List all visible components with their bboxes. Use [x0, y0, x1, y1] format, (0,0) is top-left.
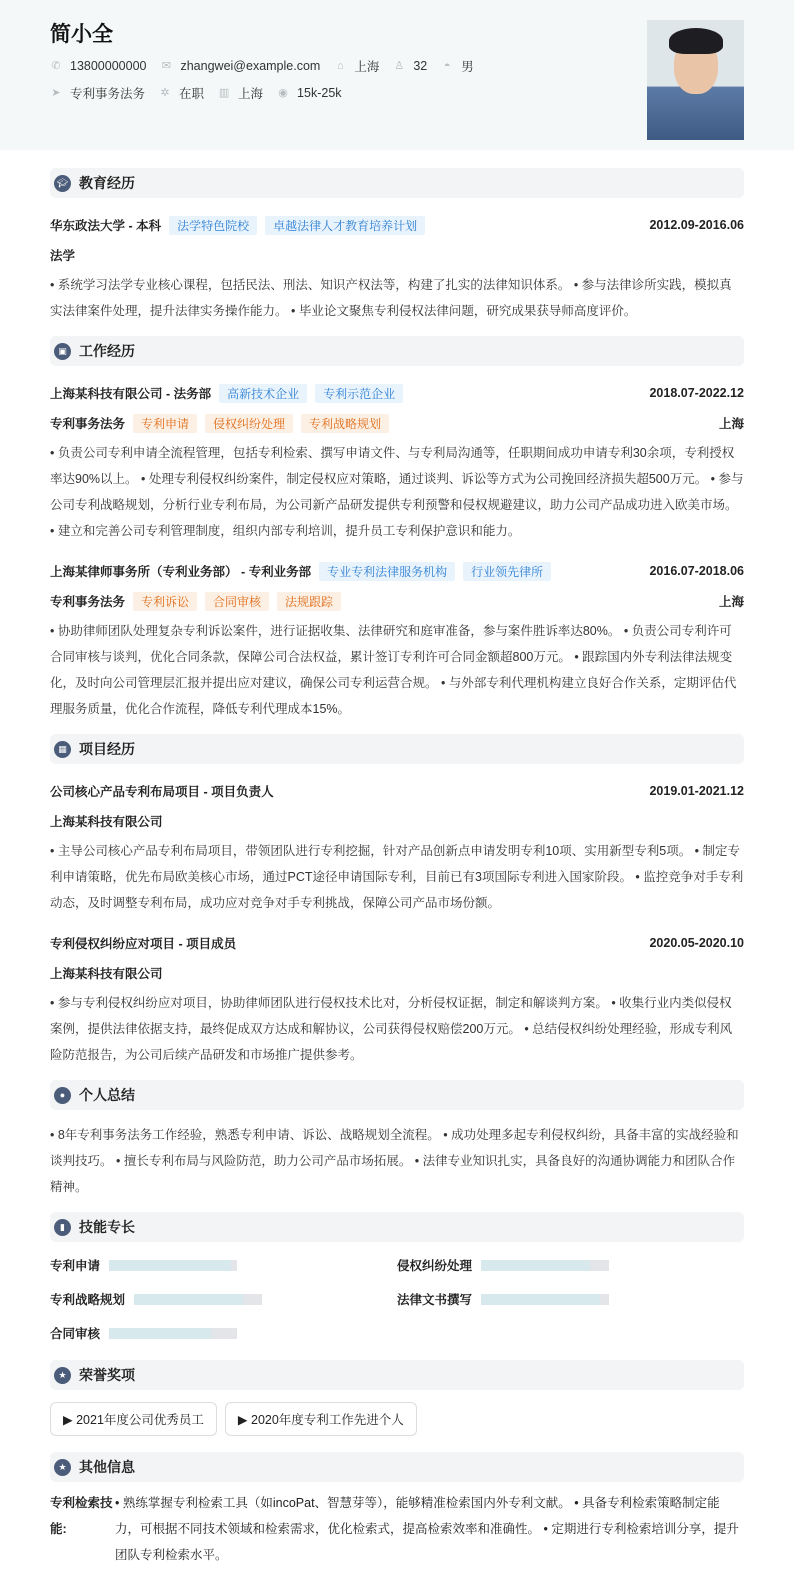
tag: 高新技术企业	[219, 384, 307, 403]
award-item[interactable]: ▶ 2021年度公司优秀员工	[50, 1402, 217, 1436]
send-icon: ➤	[51, 87, 61, 99]
skill-tag: 侵权纠纷处理	[205, 414, 293, 433]
job-title: 专利事务法务	[70, 86, 146, 101]
tag: 行业领先律所	[463, 562, 551, 581]
phone: 13800000000	[70, 58, 147, 73]
email-icon: ✉	[161, 60, 172, 72]
profile-photo	[647, 20, 744, 140]
tag: 专业专利法律服务机构	[319, 562, 455, 581]
work-desc: • 负责公司专利申请全流程管理，包括专利检索、撰写申请文件、与专利局沟通等，任职期间成功申请专利30余项，专利授权率达90%以上。 • 处理专利侵权纠纷案件，制定侵权应对策略，通过谈判、诉讼等方式为公司挽回经济损失超500万元。 • 参与公司专利战略规划，分析行业专利布局，为公司新产品研发提供专利预警和侵权规避建议，助力公司产品成功进入欧美市场。 • 建立和完善公司专利管理制度，组织内部专利培训，提升员工专利保护意识和能力。	[50, 446, 744, 538]
graduation-cap-icon: 🎓︎	[54, 175, 71, 192]
target-city: 上海	[238, 86, 264, 101]
section-summary: ● 个人总结	[50, 1080, 744, 1110]
tag: 法学特色院校	[169, 216, 257, 235]
phone-icon: ✆	[51, 60, 61, 72]
skill-bar	[134, 1294, 262, 1305]
skill-item: 法律文书撰写	[397, 1288, 744, 1310]
project-org: 上海某科技有限公司	[50, 967, 163, 981]
skill-item: 合同审核	[50, 1322, 397, 1344]
bar-chart-icon: ▮	[54, 1219, 71, 1236]
location: 上海	[354, 59, 380, 74]
skill-tag: 专利战略规划	[301, 414, 389, 433]
skill-bar	[481, 1260, 609, 1271]
project-desc: • 参与专利侵权纠纷应对项目，协助律师团队进行侵权技术比对，分析侵权证据，制定和解谈判方案。 • 收集行业内类似侵权案例，提供法律依据支持，最终促成双方达成和解协议，公司获得侵权赔偿200万元。 • 总结侵权纠纷处理经验，形成专利风险防范报告，为公司后续产品研发和市场推广提供参考。	[50, 996, 733, 1062]
tag: 专利示范企业	[315, 384, 403, 403]
project-header: 专利侵权纠纷应对项目 - 项目成员 2020.05-2020.10	[50, 936, 744, 951]
age: 32	[413, 58, 428, 73]
award-item[interactable]: ▶ 2020年度专利工作先进个人	[225, 1402, 417, 1436]
skill-item: 侵权纠纷处理	[397, 1254, 744, 1276]
skill-bar-fill	[481, 1294, 600, 1305]
section-awards: ★ 荣誉奖项	[50, 1360, 744, 1390]
date: 2012.09-2016.06	[649, 218, 744, 232]
award-icon: ★	[54, 1367, 71, 1384]
status-icon: ✲	[160, 87, 170, 99]
education-entry: 华东政法大学 - 本科 法学特色院校 卓越法律人才教育培养计划 2012.09-2016.06	[50, 210, 744, 240]
skill-bar	[109, 1260, 237, 1271]
salary: 15k-25k	[297, 85, 342, 100]
salary-icon: ◉	[278, 87, 288, 99]
date: 2018.07-2022.12	[649, 386, 744, 400]
city: 上海	[718, 595, 744, 609]
summary-desc: • 8年专利事务法务工作经验，熟悉专利申请、诉讼、战略规划全流程。 • 成功处理多起专利侵权纠纷，具备丰富的实战经验和谈判技巧。 • 擅长专利布局与风险防范，助力公司产品市场拓展。 • 法律专业知识扎实，具备良好的沟通协调能力和团队合作精神。	[50, 1128, 739, 1194]
project-desc: • 主导公司核心产品专利布局项目，带领团队进行专利挖掘，针对产品创新点申请发明专利10项、实用新型专利5项。 • 制定专利申请策略，优先布局欧美核心市场，通过PCT途径申请国际专利，目前已有3项国际专利进入国家阶段。 • 监控竞争对手专利动态，及时调整专利布局，成功应对竞争对手专利挑战，保障公司产品市场份额。	[50, 844, 744, 910]
skill-bar	[481, 1294, 609, 1305]
skill-bar	[109, 1328, 237, 1339]
user-icon: ●	[54, 1087, 71, 1104]
project-org: 上海某科技有限公司	[50, 815, 163, 829]
skill-item: 专利战略规划	[50, 1288, 397, 1310]
section-other: ★ 其他信息	[50, 1452, 744, 1482]
tag: 卓越法律人才教育培养计划	[265, 216, 425, 235]
education-desc: • 系统学习法学专业核心课程，包括民法、刑法、知识产权法等，构建了扎实的法律知识体系。 • 参与法律诊所实践，模拟真实法律案件处理，提升法律实务操作能力。 • 毕业论文聚焦专利侵权法律问题，研究成果获导师高度评价。	[50, 278, 732, 318]
work-desc: • 协助律师团队处理复杂专利诉讼案件，进行证据收集、法律研究和庭审准备，参与案件胜诉率达80%。 • 负责公司专利许可合同审核与谈判，优化合同条款，保障公司合法权益，累计签订专利许可合同金额超800万元。 • 跟踪国内外专利法律法规变化，及时向公司管理层汇报并提出应对建议，确保公司专利运营合规。 • 与外部专利代理机构建立良好合作关系，定期评估代理服务质量，优化合作流程，降低专利代理成本15%。	[50, 624, 737, 716]
skill-tag: 法规跟踪	[277, 592, 341, 611]
candidate-name: 简小全	[50, 23, 113, 46]
section-education: 🎓︎ 教育经历	[50, 168, 744, 198]
project-header: 公司核心产品专利布局项目 - 项目负责人 2019.01-2021.12	[50, 784, 744, 799]
section-projects: ▦ 项目经历	[50, 734, 744, 764]
section-work: ▣ 工作经历	[50, 336, 744, 366]
resume-header	[0, 0, 794, 150]
info-icon: ★	[54, 1459, 71, 1476]
work-role-row: 专利事务法务 专利申请 侵权纠纷处理 专利战略规划 上海	[50, 408, 744, 438]
work-entry-header: 上海某律师事务所（专利业务部） - 专利业务部 专业专利法律服务机构 行业领先律所 2016.07-2018.06	[50, 556, 744, 586]
other-info: 专利检索技能: • 熟练掌握专利检索工具（如incoPat、智慧芽等），能够精准检索国内外专利文献。 • 具备专利检索策略制定能力，可根据不同技术领域和检索需求，优化检索式，提高检索效率和准确性。 • 定期进行专利检索培训分享，提升团队专利检索水平。	[50, 1496, 739, 1562]
grid-icon: ▦	[54, 741, 71, 758]
job-row	[50, 79, 744, 106]
work-entry-header: 上海某科技有限公司 - 法务部 高新技术企业 专利示范企业 2018.07-2022.12	[50, 378, 744, 408]
home-icon: ⌂	[337, 59, 344, 72]
building-icon: ▥	[218, 87, 230, 99]
skill-bar-fill	[109, 1328, 211, 1339]
skill-tag: 专利申请	[133, 414, 197, 433]
email: zhangwei@example.com	[180, 58, 321, 73]
section-skills: ▮ 技能专长	[50, 1212, 744, 1242]
skill-bar-fill	[481, 1260, 590, 1271]
date: 2020.05-2020.10	[649, 936, 744, 950]
work-role-row: 专利事务法务 专利诉讼 合同审核 法规跟踪 上海	[50, 586, 744, 616]
skill-tag: 合同审核	[205, 592, 269, 611]
skill-bar-fill	[134, 1294, 243, 1305]
skill-item: 专利申请	[50, 1254, 397, 1276]
date: 2019.01-2021.12	[649, 784, 744, 798]
skill-tag: 专利诉讼	[133, 592, 197, 611]
gender: 男	[461, 59, 474, 74]
job-status: 在职	[179, 86, 205, 101]
contact-row	[50, 52, 744, 79]
major: 法学	[50, 249, 76, 263]
briefcase-icon: ▣	[54, 343, 71, 360]
age-icon: ♙	[394, 60, 405, 72]
gender-icon: ◓	[443, 59, 451, 72]
skill-bar-fill	[109, 1260, 231, 1271]
city: 上海	[718, 417, 744, 431]
date: 2016.07-2018.06	[649, 564, 744, 578]
